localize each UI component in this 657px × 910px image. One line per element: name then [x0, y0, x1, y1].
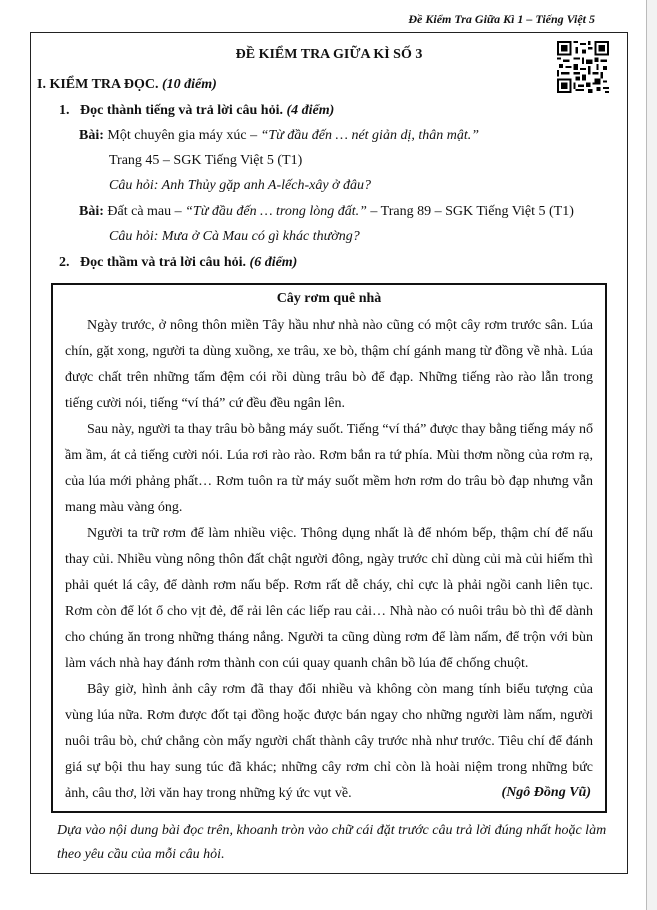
bai-1-question: Câu hỏi: Anh Thủy gặp anh A-lếch-xây ở đâu?: [109, 178, 372, 193]
passage-author: (Ngô Đồng Vũ): [501, 785, 591, 800]
section-reading: I. KIỂM TRA ĐỌC. (10 điểm): [37, 77, 217, 92]
qr-code-icon: [557, 41, 609, 93]
bai-1-ref: Trang 45 – SGK Tiếng Việt 5 (T1): [109, 153, 303, 168]
page-edge: [646, 0, 657, 910]
part-2-heading: 2. Đọc thầm và trả lời câu hỏi. (6 điểm): [59, 255, 298, 270]
bai-2: Bài: Đất cà mau – “Từ đầu đến … trong lòng đất.” – Trang 89 – SGK Tiếng Việt 5 (T1): [79, 204, 574, 219]
passage-paragraph: Bây giờ, hình ảnh cây rơm đã thay đổi nhiều và không còn mang tính biểu tượng của vùng lúa nữa. Rơm được đốt tại đồng hoặc được bán ngay cho những người làm nấm, người nuôi trâu bò, chứ chẳng còn mấy người chất thành cây trước nhà như trước. Tiêu chí để đánh giá sự bội thu hay sung túc đã khác; những cây rơm chỉ còn là hoài niệm trong những bức ảnh, câu thơ, lời văn hay trong những ký ức vụt về.: [65, 682, 593, 801]
exam-frame: [30, 32, 628, 874]
bai-2-question: Câu hỏi: Mưa ở Cà Mau có gì khác thường?: [109, 229, 360, 244]
reading-passage: [51, 283, 607, 813]
exam-title: ĐỀ KIỂM TRA GIỮA KÌ SỐ 3: [235, 47, 423, 62]
passage-paragraph: Người ta trữ rơm để làm nhiều việc. Thông dụng nhất là để nhóm bếp, thậm chí để nấu thay củi. Nhiều vùng nông thôn đất chật người đông, ngày trước chỉ dùng củi mà củi hiếm thì phải quét lá cây, để dành rơm nấu bếp. Rơm rất dễ cháy, chỉ cực là phải ngồi canh liên tục. Rơm còn để lót ổ cho vịt đẻ, để rải lên các liếp rau cải… Nhà nào có nuôi trâu bò thì để dành cho chúng ăn trong những tháng nắng. Người ta cũng dùng rơm để làm nấm, để trộn với bùn làm vách nhà hay đánh rơm thành con cúi quay quanh chân bồ lúa để chống chuột.: [65, 526, 593, 671]
passage-title: Cây rơm quê nhà: [276, 291, 382, 306]
page-header: Đề Kiểm Tra Giữa Kì 1 – Tiếng Việt 5: [408, 12, 595, 26]
bai-1: Bài: Một chuyên gia máy xúc – “Từ đầu đến … nét giản dị, thân mật.”: [79, 128, 480, 143]
passage-paragraph: Ngày trước, ở nông thôn miền Tây hầu như nhà nào cũng có một cây rơm trước sân. Lúa chín, gặt xong, người ta dùng xuồng, xe trâu, xe bò, thậm chí gánh mang từ đồng về nhà. Lúa được chất trên những tấm đệm cói rồi dùng trâu bò để đạp. Những tiếng rào rào lẫn trong tiếng cười nói, tiếng “ví thá” cứ đều đều ngân lên.: [65, 318, 593, 411]
passage-paragraph: Sau này, người ta thay trâu bò bằng máy suốt. Tiếng “ví thá” được thay bằng tiếng máy nổ ầm ầm, át cả tiếng cười nói. Lúa rơi rào rào. Rơm bắn ra tứ phía. Mùi thơm nồng của rơm rạ, của lúa mới phảng phất… Rơm tuôn ra từ máy suốt mềm hơn rơm do trâu bò đạp nhưng vẫn mang màu vàng óng.: [65, 422, 593, 515]
part-1-heading: 1. Đọc thành tiếng và trả lời câu hỏi. (4 điểm): [59, 103, 335, 118]
instructions: Dựa vào nội dung bài đọc trên, khoanh tròn vào chữ cái đặt trước câu trả lời đúng nhất hoặc làm theo yêu cầu của mỗi câu hỏi.: [57, 823, 607, 862]
